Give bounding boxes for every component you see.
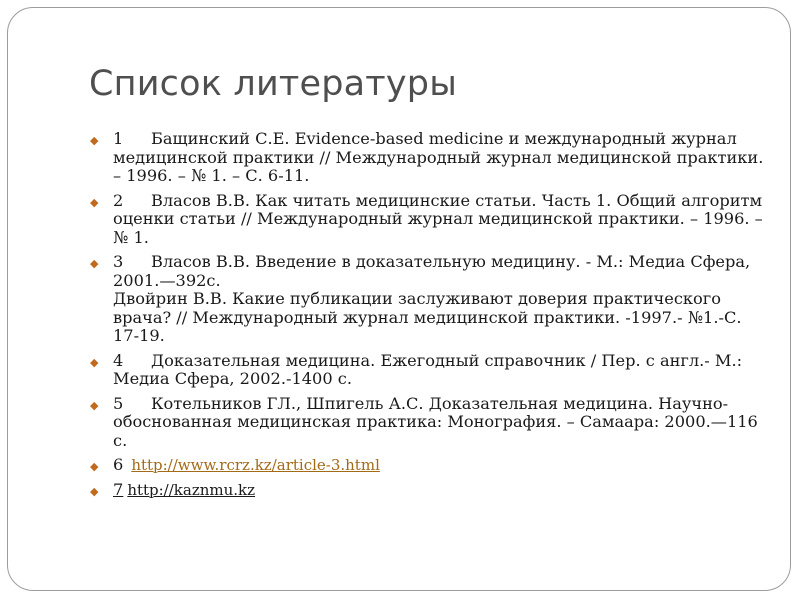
reference-item-2 (90, 192, 770, 248)
bullet-icon: ◆ (90, 257, 99, 270)
reference-item-7 (90, 481, 770, 500)
reference-item-4 (90, 352, 770, 389)
reference-text: Доказательная медицина. Ежегодный справочник / Пер. с англ.- М.: Медиа Сфера, 2002.-1400 с. (113, 350, 743, 388)
bullet-icon: ◆ (90, 355, 99, 369)
reference-number: 1 (113, 129, 124, 148)
bullet-icon: ◆ (90, 484, 99, 498)
reference-link-rcrz[interactable]: http://www.rcrz.kz/article-3.html (131, 456, 380, 474)
bullet-icon: ◆ (90, 134, 99, 147)
bullet-icon: ◆ (90, 398, 99, 412)
reference-text-continued: Двойрин В.В. Какие публикации заслуживают доверия практического врача? // Международный журнал медицинской практики. -1997.- №1.-С. 17-19. (113, 289, 742, 345)
reference-text: Котельников ГЛ., Шпигель А.С. Доказательная медицина. Научно-обоснованная медицинская практика: Монография. – Самаара: 2000.—116 с. (113, 393, 758, 450)
bullet-icon: ◆ (90, 195, 99, 209)
slide-title: Список литературы (89, 64, 458, 104)
reference-number: 3 (113, 252, 124, 271)
reference-number: 2 (113, 190, 124, 210)
reference-list (90, 130, 770, 505)
reference-number: 7 (113, 479, 124, 499)
reference-number: 5 (113, 393, 124, 413)
reference-text: Бащинский С.Е. Evidence-based medicine и международный журнал медицинской практики // Международный журнал медицинской практики. – 1996. – № 1. – С. 6-11. (113, 129, 764, 185)
reference-item-6 (90, 456, 770, 475)
reference-link-kaznmu[interactable]: http://kaznmu.kz (127, 480, 256, 499)
reference-item-5 (90, 395, 770, 451)
reference-number: 4 (113, 350, 124, 370)
bullet-icon: ◆ (90, 460, 99, 473)
reference-item-1 (90, 130, 770, 186)
reference-item-3 (90, 253, 770, 346)
reference-number: 6 (113, 455, 124, 474)
reference-text: Власов В.В. Как читать медицинские статьи. Часть 1. Общий алгоритм оценки статьи // Международный журнал медицинской практики. – 1996. – № 1. (113, 190, 763, 247)
reference-text: Власов В.В. Введение в доказательную медицину. - М.: Медиа Сфера, 2001.—392с. (113, 252, 751, 290)
